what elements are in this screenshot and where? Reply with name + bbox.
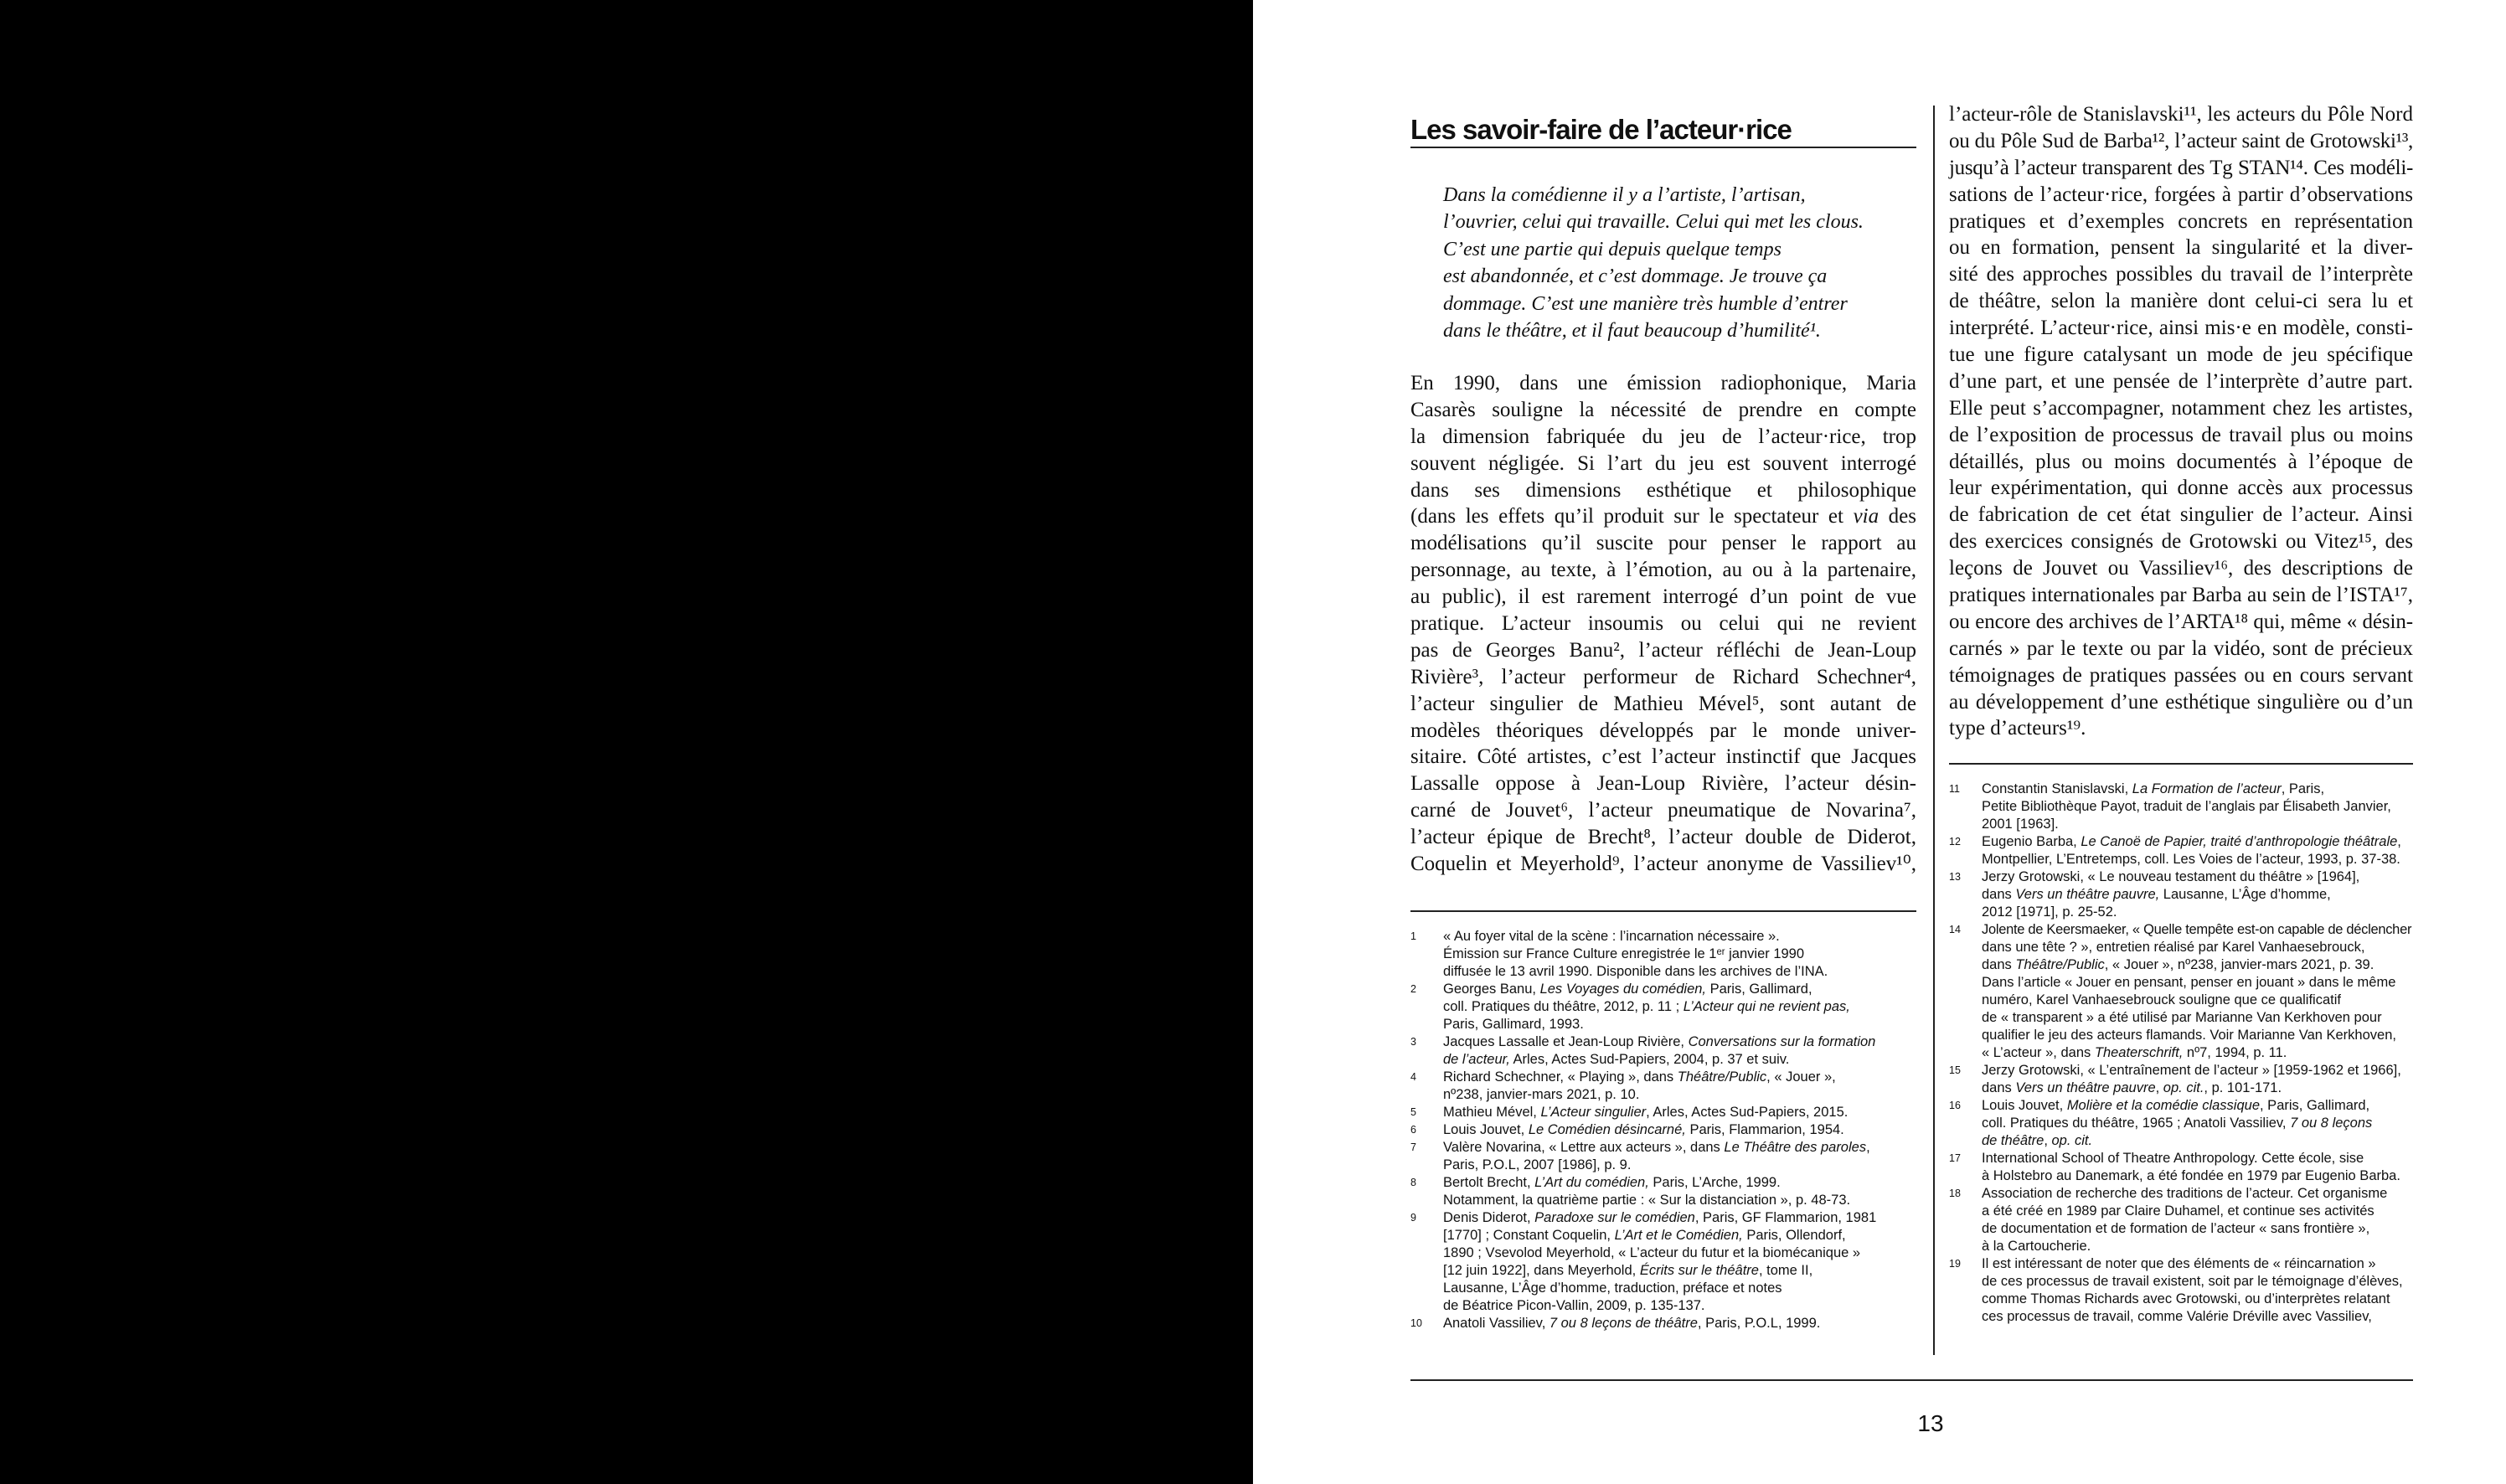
bottom-rule xyxy=(1410,1379,2413,1381)
footnote-line xyxy=(1443,1121,1844,1139)
footnote xyxy=(1410,928,1916,981)
footnote-line: Petite Bibliothèque Payot, traduit de l’anglais par Élisabeth Janvier, xyxy=(1982,799,2391,814)
italic-text-run: Le Théâtre des paroles xyxy=(1724,1140,1867,1155)
text-line: la dimension fabriquée du jeu de l’acteur·rice, trop xyxy=(1410,425,1916,448)
text-run: (dans les effets qu’il produit sur le spectateur et xyxy=(1410,505,1854,528)
text-run: Constantin Stanislavski, xyxy=(1982,781,2132,796)
footnote-line: Il est intéressant de noter que des éléments de « réincarnation » xyxy=(1982,1256,2376,1271)
text-line: ou encore des archives de l’ARTA¹⁸ qui, même « désin- xyxy=(1949,610,2413,633)
text-line: pratiques internationales par Barba au sein de l’ISTA¹⁷, xyxy=(1949,584,2413,607)
italic-text-run: Les Voyages du comédien, xyxy=(1539,982,1707,997)
text-line: Rivière³, l’acteur performeur de Richard Schechner⁴, xyxy=(1410,665,1916,688)
footnote xyxy=(1410,1139,1916,1174)
text-run: , « Jouer », nº238, janvier-mars 2021, p. 39. xyxy=(2104,957,2375,972)
footnote-text xyxy=(1443,1209,1916,1315)
footnote-line: a été créé en 1989 par Claire Duhamel, et continue ses activités xyxy=(1982,1203,2375,1219)
text-run: Anatoli Vassiliev, xyxy=(1443,1316,1549,1331)
text-line: sitaire. Côté artistes, c’est l’acteur instinctif que Jacques xyxy=(1410,745,1916,769)
footnote-line xyxy=(1443,1069,1836,1086)
footnote xyxy=(1410,1174,1916,1209)
footnote-line xyxy=(1982,1080,2282,1097)
italic-text-run: Théâtre/Public xyxy=(2015,957,2105,972)
footnote-text xyxy=(1982,833,2413,868)
text-line: carné de Jouvet⁶, l’acteur pneumatique de Novarina⁷, xyxy=(1410,799,1916,822)
footnote-line xyxy=(1443,1262,1812,1280)
text-run: Mathieu Mével, xyxy=(1443,1105,1541,1120)
footnote xyxy=(1410,1104,1916,1121)
text-run: Valère Novarina, « Lettre aux acteurs », dans xyxy=(1443,1140,1725,1155)
footnote-line xyxy=(1443,1033,1875,1051)
text-run: Georges Banu, xyxy=(1443,982,1540,997)
text-run: , « Jouer », xyxy=(1766,1069,1836,1085)
text-line: sations de l’acteur·rice, forgées à partir d’observations xyxy=(1949,183,2413,206)
text-line: C’est une partie qui depuis quelque temps xyxy=(1443,238,1782,260)
footnote-line xyxy=(1982,1115,2372,1132)
italic-text-run: L’Art et le Comédien, xyxy=(1614,1228,1743,1243)
footnote-text xyxy=(1443,1104,1916,1121)
footnote-line: Jolente de Keersmaeker, « Quelle tempête est-on capable de déclencher xyxy=(1982,922,2412,937)
footnote-line xyxy=(1443,1051,1789,1069)
footnote-line xyxy=(1982,781,2324,798)
footnote-text xyxy=(1982,921,2413,1062)
text-run: dans xyxy=(1982,887,2016,902)
footnote-text xyxy=(1982,1185,2413,1255)
footnote-text xyxy=(1982,1255,2413,1326)
footnote-line xyxy=(1443,1209,1876,1227)
footnote-line: de « transparent » a été utilisé par Marianne Van Kerkhoven pour xyxy=(1982,1010,2382,1025)
italic-text-run: Théâtre/Public xyxy=(1677,1069,1767,1085)
text-run: nº7, 1994, p. 11. xyxy=(2183,1045,2287,1060)
italic-text-run: op. cit. xyxy=(2163,1080,2204,1095)
footnote-number: 8 xyxy=(1410,1177,1416,1188)
footnote-number: 4 xyxy=(1410,1071,1416,1083)
text-line: Lassalle oppose à Jean-Loup Rivière, l’acteur désin- xyxy=(1410,772,1916,796)
column-divider xyxy=(1933,106,1935,1355)
text-run: Eugenio Barba, xyxy=(1982,834,2081,849)
text-run: coll. Pratiques du théâtre, 1965 ; Anatoli Vassiliev, xyxy=(1982,1116,2291,1131)
italic-text-run: 7 ou 8 leçons de théâtre xyxy=(1549,1316,1698,1331)
text-line: de l’exposition de processus de travail plus ou moins xyxy=(1949,423,2413,446)
text-line: dans ses dimensions esthétique et philosophique xyxy=(1410,478,1916,502)
footnote xyxy=(1949,1150,2413,1185)
footnote-line: Paris, P.O.L, 2007 [1986], p. 9. xyxy=(1443,1157,1632,1172)
footnote-line: de documentation et de formation de l’acteur « sans frontière », xyxy=(1982,1221,2370,1236)
footnotes-rule-right xyxy=(1949,763,2413,765)
text-run: des xyxy=(1879,505,1917,528)
text-run: Denis Diderot, xyxy=(1443,1210,1535,1225)
text-line: au public), il est rarement interrogé d’un point de vue xyxy=(1410,585,1916,609)
italic-text-run: de théâtre xyxy=(1982,1133,2045,1148)
text-run: , xyxy=(2397,834,2401,849)
footnote-number: 15 xyxy=(1949,1064,1961,1076)
footnote-line: International School of Theatre Anthropology. Cette école, sise xyxy=(1982,1151,2364,1166)
text-run: , Paris, P.O.L, 1999. xyxy=(1697,1316,1821,1331)
footnote-line xyxy=(1443,981,1812,998)
footnote xyxy=(1410,1121,1916,1139)
footnote-line: 2012 [1971], p. 25-52. xyxy=(1982,904,2117,920)
text-line: leur expérimentation, qui donne accès aux processus xyxy=(1949,477,2413,500)
italic-text-run: op. cit. xyxy=(2051,1133,2093,1148)
footnote-number: 17 xyxy=(1949,1152,1961,1164)
text-run: Arles, Actes Sud-Papiers, 2004, p. 37 et suiv. xyxy=(1509,1052,1790,1067)
footnote-line: Association de recherche des traditions de l’acteur. Cet organisme xyxy=(1982,1186,2388,1201)
text-line: ou du Pôle Sud de Barba¹², l’acteur saint de Grotowski¹³, xyxy=(1949,129,2413,152)
text-run: , Paris, GF Flammarion, 1981 xyxy=(1694,1210,1877,1225)
text-run: [12 juin 1922], dans Meyerhold, xyxy=(1443,1263,1640,1278)
footnote-number: 14 xyxy=(1949,924,1961,935)
footnote-text xyxy=(1443,1139,1916,1174)
text-run: , Paris, Gallimard, xyxy=(2260,1098,2370,1113)
footnote xyxy=(1949,921,2413,1062)
footnote xyxy=(1949,781,2413,833)
footnote-line xyxy=(1443,998,1850,1016)
text-line: leçons de Jouvet ou Vassiliev¹⁶, des descriptions de xyxy=(1949,557,2413,580)
text-line: interprété. L’acteur·rice, ainsi mis·e en modèle, consti- xyxy=(1949,317,2413,340)
text-line: pratique. L’acteur insoumis ou celui qui ne revient xyxy=(1410,612,1916,636)
italic-text-run: via xyxy=(1853,505,1880,528)
text-line: Elle peut s’accompagner, notamment chez les artistes, xyxy=(1949,396,2413,420)
footnote xyxy=(1949,833,2413,868)
footnote-number: 3 xyxy=(1410,1036,1416,1048)
italic-text-run: Le Comédien désincarné, xyxy=(1528,1122,1686,1137)
text-run: Lausanne, L’Âge d’homme, xyxy=(2159,887,2331,902)
footnote-number: 13 xyxy=(1949,871,1961,883)
text-run: , tome II, xyxy=(1758,1263,1813,1278)
footnote-text xyxy=(1443,1121,1916,1139)
italic-text-run: Le Canoë de Papier, traité d’anthropologie théâtrale xyxy=(2081,834,2398,849)
text-run: dans xyxy=(1982,1080,2016,1095)
text-line: Dans la comédienne il y a l’artiste, l’artisan, xyxy=(1443,184,1806,206)
footnote-number: 5 xyxy=(1410,1106,1416,1118)
footnote xyxy=(1949,1062,2413,1097)
footnote-line: Paris, Gallimard, 1993. xyxy=(1443,1017,1584,1032)
italic-text-run: L’Acteur qui ne revient pas, xyxy=(1683,999,1850,1014)
text-run: Jacques Lassalle et Jean-Loup Rivière, xyxy=(1443,1034,1689,1049)
footnote-line xyxy=(1982,1132,2092,1150)
footnote-text xyxy=(1982,781,2413,833)
italic-text-run: Paradoxe sur le comédien xyxy=(1534,1210,1695,1225)
text-run: dans xyxy=(1982,957,2016,972)
footnote-number: 2 xyxy=(1410,983,1416,995)
text-line: détaillés, plus ou moins documentés à l’époque de xyxy=(1949,450,2413,473)
footnote-text xyxy=(1982,1097,2413,1150)
footnote-line: Montpellier, L’Entretemps, coll. Les Voies de l’acteur, 1993, p. 37-38. xyxy=(1982,852,2400,867)
footnote-text xyxy=(1443,928,1916,981)
text-line: est abandonnée, et c’est dommage. Je trouve ça xyxy=(1443,265,1828,288)
footnote-line: de Béatrice Picon-Vallin, 2009, p. 135-137. xyxy=(1443,1298,1705,1313)
text-run: Paris, Gallimard, xyxy=(1706,982,1812,997)
text-line: modèles théoriques développés par le monde univer- xyxy=(1410,719,1916,742)
body-text-left-column xyxy=(1410,370,1916,878)
footnote-number: 9 xyxy=(1410,1212,1416,1224)
footnote-line: 1890 ; Vsevolod Meyerhold, « L’acteur du futur et la biomécanique » xyxy=(1443,1245,1861,1260)
text-run: « L’acteur », dans xyxy=(1982,1045,2095,1060)
footnote-number: 1 xyxy=(1410,930,1416,942)
text-run: Richard Schechner, « Playing », dans xyxy=(1443,1069,1678,1085)
footnote-number: 18 xyxy=(1949,1188,1961,1199)
text-line: modélisations qu’il suscite pour penser le rapport au xyxy=(1410,532,1916,555)
footnote-number: 19 xyxy=(1949,1258,1961,1270)
footnotes-left xyxy=(1410,928,1916,1332)
footnote-text xyxy=(1982,1150,2413,1185)
text-line: ou en formation, pensent la singularité et la diver- xyxy=(1949,236,2413,260)
footnote-line: Jerzy Grotowski, « L’entraînement de l’acteur » [1959-1962 et 1966], xyxy=(1982,1063,2401,1078)
footnote xyxy=(1949,1097,2413,1150)
footnote-number: 11 xyxy=(1949,783,1960,795)
footnote-line: Émission sur France Culture enregistrée le 1ᵉʳ janvier 1990 xyxy=(1443,946,1805,961)
footnote xyxy=(1410,1069,1916,1104)
footnote-line: à la Cartoucherie. xyxy=(1982,1239,2091,1254)
footnote-line: dans une tête ? », entretien réalisé par Karel Vanhaesebrouck, xyxy=(1982,940,2365,955)
text-line: pratiques et d’exemples concrets en représentation xyxy=(1949,209,2413,233)
text-line: carnés » par le texte ou par la vidéo, sont de précieux xyxy=(1949,636,2413,660)
text-line: Coquelin et Meyerhold⁹, l’acteur anonyme de Vassiliev¹⁰, xyxy=(1410,853,1916,876)
italic-text-run: L’Art du comédien, xyxy=(1534,1175,1649,1190)
text-line: des exercices consignés de Grotowski ou Vitez¹⁵, des xyxy=(1949,530,2413,554)
text-line: d’une part, et une pensée de l’interprète d’autre part. xyxy=(1949,369,2413,393)
footnote-text xyxy=(1982,1062,2413,1097)
footnote-number: 10 xyxy=(1410,1317,1422,1329)
footnote-number: 16 xyxy=(1949,1100,1961,1111)
text-run: , Arles, Actes Sud-Papiers, 2015. xyxy=(1646,1105,1849,1120)
text-line: de fabrication de cet état singulier de l’acteur. Ainsi xyxy=(1949,503,2413,527)
italic-text-run: Écrits sur le théâtre xyxy=(1639,1263,1759,1278)
footnote-number: 7 xyxy=(1410,1141,1416,1153)
text-line: l’acteur singulier de Mathieu Mével⁵, sont autant de xyxy=(1410,692,1916,715)
text-line: au développement d’une esthétique singulière ou d’un xyxy=(1949,690,2413,714)
footnote-line: ces processus de travail, comme Valérie Dréville avec Vassiliev, xyxy=(1982,1309,2372,1324)
footnote-line: Lausanne, L’Âge d’homme, traduction, préface et notes xyxy=(1443,1280,1782,1296)
footnote xyxy=(1410,1315,1916,1332)
footnote-line xyxy=(1443,1227,1846,1244)
italic-text-run: L’Acteur singulier xyxy=(1540,1105,1647,1120)
footnote xyxy=(1949,1185,2413,1255)
text-line: souvent négligée. Si l’art du jeu est souvent interrogé xyxy=(1410,451,1916,475)
footnote-line: nº238, janvier-mars 2021, p. 10. xyxy=(1443,1087,1640,1102)
footnote-line: comme Thomas Richards avec Grotowski, ou d’interprètes relatant xyxy=(1982,1291,2390,1306)
footnote-line: diffusée le 13 avril 1990. Disponible dans les archives de l’INA. xyxy=(1443,964,1828,979)
footnote-line: 2001 [1963]. xyxy=(1982,817,2059,832)
italic-text-run: Conversations sur la formation xyxy=(1688,1034,1876,1049)
text-run: Louis Jouvet, xyxy=(1443,1122,1529,1137)
footnote-text xyxy=(1982,868,2413,921)
text-line: sité des approches possibles du travail de l’interprète xyxy=(1949,263,2413,286)
footnote xyxy=(1949,868,2413,921)
text-line: En 1990, dans une émission radiophonique, Maria xyxy=(1410,372,1916,394)
text-line: dommage. C’est une manière très humble d’entrer xyxy=(1443,292,1848,315)
footnote-text xyxy=(1443,981,1916,1033)
text-run: , xyxy=(2155,1080,2163,1095)
text-line: dans le théâtre, et il faut beaucoup d’humilité¹. xyxy=(1443,319,1821,342)
text-run: Bertolt Brecht, xyxy=(1443,1175,1535,1190)
footnote-text xyxy=(1443,1033,1916,1069)
italic-text-run: Vers un théâtre pauvre, xyxy=(2015,887,2160,902)
text-line: type d’acteurs¹⁹. xyxy=(1949,717,2086,740)
footnote-line xyxy=(1443,1139,1870,1157)
text-line: l’ouvrier, celui qui travaille. Celui qui met les clous. xyxy=(1443,211,1864,234)
epigraph-quote xyxy=(1443,182,1912,344)
text-run: [1770] ; Constant Coquelin, xyxy=(1443,1228,1615,1243)
text-run: , xyxy=(1866,1140,1870,1155)
text-line: jusqu’à l’acteur transparent des Tg STAN¹⁴. Ces modéli- xyxy=(1949,156,2413,179)
italic-text-run: Theaterschrift, xyxy=(2094,1045,2184,1060)
footnote xyxy=(1410,981,1916,1033)
footnote-text xyxy=(1443,1174,1916,1209)
footnote-line xyxy=(1982,1097,2369,1115)
italic-text-run: 7 ou 8 leçons xyxy=(2290,1116,2373,1131)
text-line: tue une figure catalysant un mode de jeu spécifique xyxy=(1949,343,2413,367)
footnote-line: numéro, Karel Vanhaesebrouck souligne que ce qualificatif xyxy=(1982,992,2341,1007)
footnote-line xyxy=(1443,1104,1848,1121)
section-heading: Les savoir-faire de l’acteur·rice xyxy=(1410,114,1792,146)
italic-text-run: Vers un théâtre pauvre xyxy=(2015,1080,2156,1095)
footnote-number: 12 xyxy=(1949,836,1961,848)
footnote-line xyxy=(1982,1044,2287,1062)
footnote-line: Dans l’article « Jouer en pensant, penser en jouant » dans le même xyxy=(1982,975,2396,990)
footnote-line: de ces processus de travail existent, soit par le témoignage d’élèves, xyxy=(1982,1274,2403,1289)
body-text-right-column xyxy=(1949,101,2413,742)
heading-rule xyxy=(1410,147,1916,148)
text-line: de théâtre, selon la manière dont celui-ci sera lu et xyxy=(1949,290,2413,313)
footnote-line xyxy=(1982,956,2374,974)
footnote-line xyxy=(1443,1174,1781,1192)
footnotes-right xyxy=(1949,781,2413,1326)
italic-text-run: de l’acteur, xyxy=(1443,1052,1510,1067)
text-run: , xyxy=(2044,1133,2052,1148)
text-line: témoignages de pratiques passées ou en cours servant xyxy=(1949,663,2413,687)
footnote xyxy=(1410,1209,1916,1315)
text-line: l’acteur épique de Brecht⁸, l’acteur double de Diderot, xyxy=(1410,826,1916,849)
text-run: , p. 101-171. xyxy=(2204,1080,2282,1095)
text-line: l’acteur-rôle de Stanislavski¹¹, les acteurs du Pôle Nord xyxy=(1949,103,2413,126)
text-run: Louis Jouvet, xyxy=(1982,1098,2067,1113)
text-run: Paris, Flammarion, 1954. xyxy=(1685,1122,1844,1137)
footnote-line xyxy=(1982,833,2401,851)
text-line: Casarès souligne la nécessité de prendre en compte xyxy=(1410,398,1916,421)
footnote xyxy=(1410,1033,1916,1069)
footnote-line xyxy=(1443,1315,1820,1332)
footnote-line: qualifier le jeu des acteurs flamands. Voir Marianne Van Kerkhoven, xyxy=(1982,1028,2396,1043)
italic-text-run: Molière et la comédie classique xyxy=(2066,1098,2261,1113)
footnote-text xyxy=(1443,1069,1916,1104)
footnote-line: à Holstebro au Danemark, a été fondée en 1979 par Eugenio Barba. xyxy=(1982,1168,2400,1183)
footnote-line xyxy=(1982,886,2331,904)
footnotes-rule-left xyxy=(1410,910,1916,912)
text-line: pas de Georges Banu², l’acteur réfléchi de Jean-Loup xyxy=(1410,638,1916,662)
text-run: , Paris, xyxy=(2281,781,2325,796)
footnote-number: 6 xyxy=(1410,1124,1416,1136)
footnote-text xyxy=(1443,1315,1916,1332)
text-line xyxy=(1410,503,1916,530)
page-number: 13 xyxy=(1917,1410,1944,1436)
text-line: personnage, au texte, à l’émotion, au ou à la partenaire, xyxy=(1410,559,1916,582)
text-run: coll. Pratiques du théâtre, 2012, p. 11 ; xyxy=(1443,999,1684,1014)
footnote-line: « Au foyer vital de la scène : l’incarnation nécessaire ». xyxy=(1443,929,1780,944)
text-run: Paris, L’Arche, 1999. xyxy=(1648,1175,1781,1190)
footnote xyxy=(1949,1255,2413,1326)
footnote-line: Jerzy Grotowski, « Le nouveau testament du théâtre » [1964], xyxy=(1982,869,2360,884)
text-run: Paris, Ollendorf, xyxy=(1742,1228,1846,1243)
footnote-line: Notamment, la quatrième partie : « Sur la distanciation », p. 48-73. xyxy=(1443,1193,1851,1208)
italic-text-run: La Formation de l’acteur xyxy=(2132,781,2282,796)
